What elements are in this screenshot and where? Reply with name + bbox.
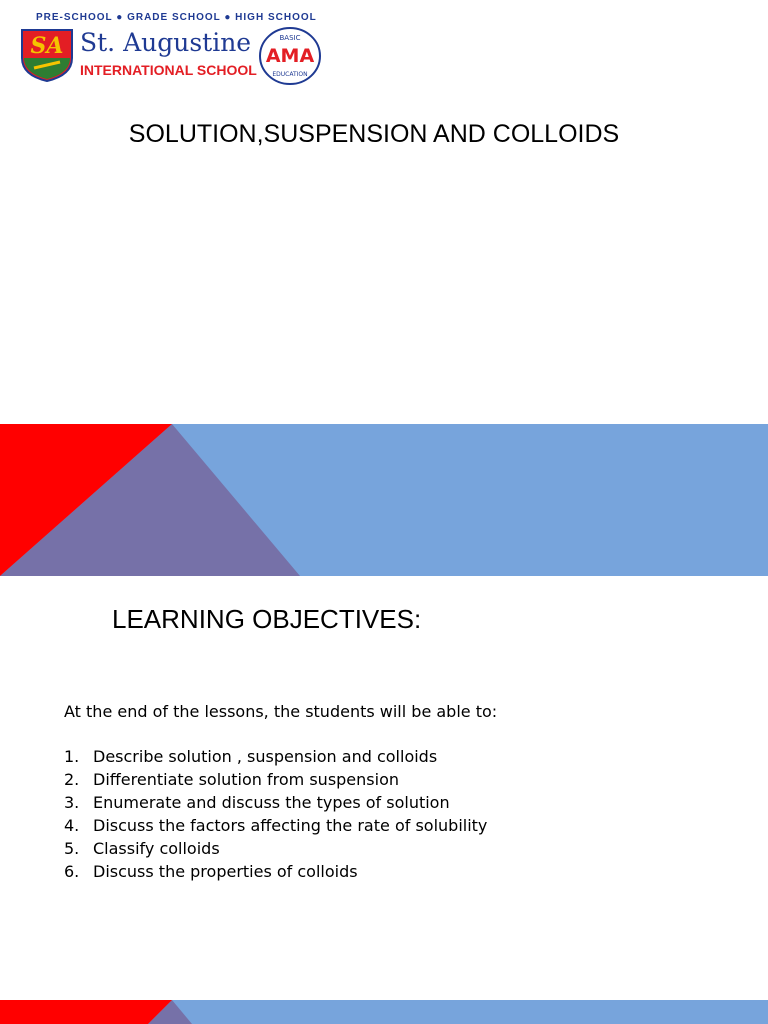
objective-text: Differentiate solution from suspension	[93, 770, 399, 789]
objective-text: Discuss the properties of colloids	[93, 862, 358, 881]
objective-number: 3.	[64, 793, 80, 812]
decorative-banner	[0, 424, 768, 576]
objective-item	[64, 837, 487, 860]
seal-logo-text: AMA	[265, 45, 315, 67]
seal-top-text: BASIC	[279, 34, 301, 42]
objectives-intro: At the end of the lessons, the students will be able to:	[64, 702, 498, 721]
objective-number: 1.	[64, 747, 80, 766]
slide-learning-objectives	[0, 576, 768, 1000]
slide-title	[0, 0, 768, 424]
objective-text: Enumerate and discuss the types of solution	[93, 793, 450, 812]
objectives-list	[64, 745, 487, 883]
ama-basic-education-seal	[258, 26, 322, 86]
school-name: St. Augustine	[80, 28, 252, 57]
objectives-heading: LEARNING OBJECTIVES:	[112, 604, 422, 634]
objective-item	[64, 768, 487, 791]
decorative-footer-strip	[0, 1000, 768, 1024]
objective-text: Classify colloids	[93, 839, 220, 858]
school-crest-icon	[20, 28, 74, 82]
objective-number: 2.	[64, 770, 80, 789]
school-subtitle: INTERNATIONAL SCHOOL	[80, 62, 257, 78]
school-tagline: PRE-SCHOOL ● GRADE SCHOOL ● HIGH SCHOOL	[36, 12, 317, 23]
objective-number: 6.	[64, 862, 80, 881]
objective-item	[64, 814, 487, 837]
objective-item	[64, 791, 487, 814]
objective-item	[64, 860, 487, 883]
objective-text: Discuss the factors affecting the rate of solubility	[93, 816, 488, 835]
seal-bottom-text: EDUCATION	[272, 71, 308, 78]
objective-text: Describe solution , suspension and colloids	[93, 747, 438, 766]
objective-number: 5.	[64, 839, 80, 858]
slide-title-text: SOLUTION,SUSPENSION AND COLLOIDS	[128, 120, 620, 148]
objective-item	[64, 745, 487, 768]
objective-number: 4.	[64, 816, 80, 835]
crest-letters: SA	[30, 33, 64, 59]
